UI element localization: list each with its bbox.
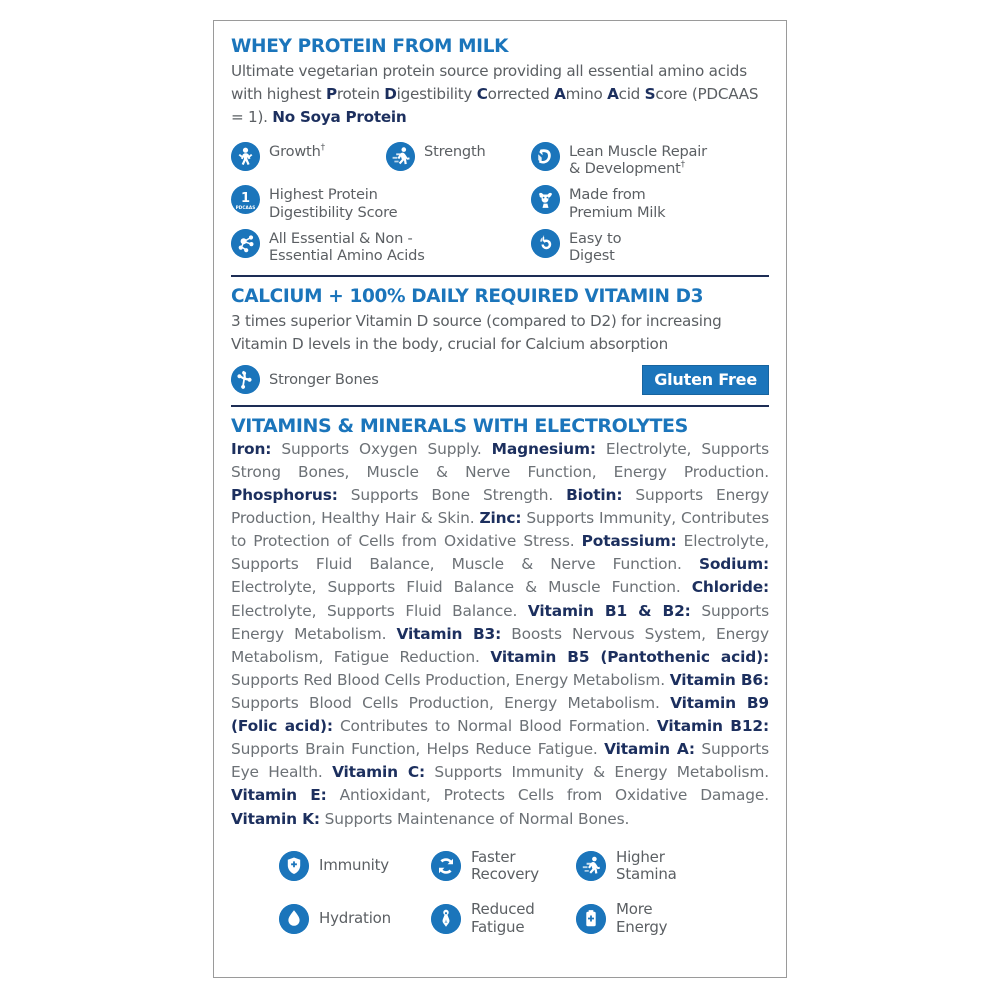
reduced-fatigue-icon xyxy=(431,904,461,934)
amino-line2: Essential Amino Acids xyxy=(269,247,425,265)
nutrient-name: Vitamin B6: xyxy=(669,670,769,689)
pdcaas-line1: Highest Protein xyxy=(269,186,378,204)
vitamins-paragraph xyxy=(231,438,769,831)
nutrient-description: Supports Bone Strength. xyxy=(337,485,567,504)
nutrient-description: Supports Immunity, Contributes to Protection of Cells from Oxidative Stress. xyxy=(231,509,769,551)
section-divider-2 xyxy=(231,405,769,407)
whey-rest-digest: igestibility xyxy=(396,84,477,103)
whey-protein-section xyxy=(231,35,769,265)
benefit-more-energy xyxy=(576,901,769,936)
nutrient-description: Supports Brain Function, Helps Reduce Fatigue. xyxy=(231,740,605,759)
nutrient-description: Supports Blood Cells Production, Energy Metabolism. xyxy=(231,693,671,712)
immunity-line1: Immunity xyxy=(319,856,389,875)
pdcaas-text: PDCAAS xyxy=(235,205,256,211)
whey-rest-protein: rotein xyxy=(336,84,385,103)
whey-bold-s: S xyxy=(644,84,656,103)
whey-feature-row xyxy=(231,229,769,265)
nutrient-description: Supports Energy Production, Healthy Hair & Skin. xyxy=(231,485,769,528)
calcium-bottom-row xyxy=(231,365,769,395)
muscle-arm-icon xyxy=(531,142,560,171)
nutrient-name: Sodium: xyxy=(698,555,769,574)
nutrient-name: Iron: xyxy=(231,439,272,458)
recovery-line2: Recovery xyxy=(471,865,539,884)
energy-line2: Energy xyxy=(616,917,668,936)
fatigue-line1: Reduced xyxy=(471,900,535,919)
battery-energy-icon xyxy=(576,904,606,934)
nutrient-description: Supports Maintenance of Normal Bones. xyxy=(319,809,630,828)
nutrient-name: Vitamin E: xyxy=(231,786,327,805)
whey-rest-score: core xyxy=(655,84,688,103)
whey-rest-amino: mino xyxy=(565,84,608,103)
stamina-line2: Stamina xyxy=(616,865,677,884)
nutrient-name: Vitamin B12: xyxy=(656,717,769,736)
nutrient-description: Antioxidant, Protects Cells from Oxidative Damage. xyxy=(326,786,769,805)
feature-pdcaas xyxy=(231,185,531,221)
benefits-grid xyxy=(231,849,769,937)
whey-bold-p: P xyxy=(325,84,337,103)
feature-strength-label: Strength xyxy=(424,142,486,160)
feature-growth xyxy=(231,142,386,171)
recovery-line1: Faster xyxy=(471,847,516,866)
pdcaas-number: 1 xyxy=(240,191,251,207)
nutrient-description: Contributes to Normal Blood Formation. xyxy=(332,717,657,736)
digest-line2: Digest xyxy=(569,247,615,265)
recovery-arrows-icon xyxy=(431,851,461,881)
vitamins-section xyxy=(231,415,769,936)
nutrient-name: Vitamin B1 & B2: xyxy=(527,601,691,620)
nutrient-name: Phosphorus: xyxy=(231,485,338,504)
nutrient-name: Zinc: xyxy=(479,509,522,528)
benefits-row xyxy=(279,849,769,884)
vitamins-heading: VITAMINS & MINERALS WITH ELECTROLYTES xyxy=(231,414,688,437)
whey-bold-a2: A xyxy=(607,84,619,103)
benefit-reduced-fatigue-label xyxy=(471,901,535,936)
benefit-higher-stamina-label xyxy=(616,849,677,884)
benefit-hydration xyxy=(279,904,431,934)
calcium-heading: CALCIUM + 100% DAILY REQUIRED VITAMIN D3 xyxy=(231,285,704,307)
growth-icon xyxy=(231,142,260,171)
nutrient-name: Magnesium: xyxy=(491,439,596,458)
shield-immunity-icon xyxy=(279,851,309,881)
whey-bold-c: C xyxy=(476,84,488,103)
growth-dagger: † xyxy=(320,142,325,153)
whey-rest-corrected: orrected xyxy=(487,84,555,103)
product-info-card xyxy=(213,20,787,978)
nutrient-description: Supports Energy Metabolism. xyxy=(231,601,770,643)
stomach-digest-icon xyxy=(531,229,560,258)
amino-line1: All Essential & Non - xyxy=(269,229,413,247)
whey-bold-d: D xyxy=(384,84,397,103)
whey-bold-a1: A xyxy=(554,84,566,103)
feature-pdcaas-label xyxy=(269,185,397,221)
benefit-more-energy-label xyxy=(616,901,667,936)
nutrient-name: Vitamin A: xyxy=(604,740,695,759)
benefit-reduced-fatigue xyxy=(431,901,576,936)
lean-dagger: † xyxy=(680,160,685,171)
section-divider-1 xyxy=(231,275,769,277)
lean-line1: Lean Muscle Repair xyxy=(569,142,707,160)
whey-desc-part1: Ultimate vegetarian protein source providing all essential amino acids with highest xyxy=(231,62,747,103)
nutrient-description: Supports Red Blood Cells Production, Energy Metabolism. xyxy=(231,670,670,689)
benefit-immunity xyxy=(279,851,431,881)
feature-lean-muscle xyxy=(531,142,769,178)
nutrient-description: Supports Eye Health. xyxy=(231,740,769,782)
nutrient-name: Potassium: xyxy=(581,532,677,551)
nutrient-description: Electrolyte, Supports Fluid Balance. xyxy=(231,601,528,620)
whey-no-soya: No Soya Protein xyxy=(272,107,407,126)
benefits-row xyxy=(279,901,769,936)
gluten-free-badge: Gluten Free xyxy=(642,365,769,395)
nutrient-description: Electrolyte, Supports Strong Bones, Muscle & Nerve Function, Energy Production. xyxy=(231,439,769,481)
whey-feature-grid xyxy=(231,142,769,265)
pdcaas-line2: Digestibility Score xyxy=(269,203,398,221)
whey-rest-acid: cid xyxy=(618,84,645,103)
nutrient-name: Vitamin B5 (Pantothenic acid): xyxy=(490,647,770,666)
calcium-section xyxy=(231,285,769,395)
benefit-hydration-label xyxy=(319,910,391,927)
feature-easy-digest-label xyxy=(569,229,621,265)
nutrient-description: Supports Oxygen Supply. xyxy=(271,439,492,458)
nutrient-name: Biotin: xyxy=(566,485,623,504)
cow-milk-icon xyxy=(531,185,560,214)
benefit-higher-stamina xyxy=(576,849,769,884)
whey-pdcaas-note: (PDCAAS = 1). xyxy=(231,84,759,126)
hydration-line1: Hydration xyxy=(319,909,391,928)
stronger-bones-label: Stronger Bones xyxy=(269,370,379,388)
feature-amino-acids-label xyxy=(269,229,425,265)
benefit-faster-recovery xyxy=(431,849,576,884)
benefit-faster-recovery-label xyxy=(471,849,539,884)
nutrient-name: Vitamin C: xyxy=(332,763,425,782)
whey-feature-row xyxy=(231,185,769,221)
pdcaas-score-icon xyxy=(231,185,260,214)
whey-heading: WHEY PROTEIN FROM MILK xyxy=(231,36,509,57)
nutrient-name: Vitamin B3: xyxy=(396,624,502,643)
nutrient-name: Vitamin B9 (Folic acid): xyxy=(231,693,769,736)
whey-description xyxy=(231,60,769,128)
nutrient-name: Vitamin K: xyxy=(231,809,320,828)
feature-strength xyxy=(386,142,531,171)
whey-feature-row xyxy=(231,142,769,178)
runner-stamina-icon xyxy=(576,851,606,881)
nutrient-description: Boosts Nervous System, Energy Metabolism, Fatigue Reduction. xyxy=(231,624,770,666)
nutrient-name: Chloride: xyxy=(691,578,769,597)
calcium-description: 3 times superior Vitamin D source (compared to D2) for increasing Vitamin D levels in the body, crucial for Calcium absorption xyxy=(231,311,722,353)
benefit-immunity-label xyxy=(319,857,389,874)
feature-lean-muscle-label xyxy=(569,142,707,178)
milk-line1: Made from xyxy=(569,186,646,204)
digest-line1: Easy to xyxy=(569,229,622,247)
feature-easy-digest xyxy=(531,229,769,265)
growth-text: Growth xyxy=(269,142,321,160)
stamina-line1: Higher xyxy=(616,847,665,866)
feature-growth-label xyxy=(269,142,325,160)
lean-line2: & Development xyxy=(569,159,681,177)
fatigue-line2: Fatigue xyxy=(471,917,525,936)
feature-amino-acids xyxy=(231,229,531,265)
milk-line2: Premium Milk xyxy=(569,203,666,221)
strength-running-icon xyxy=(386,142,415,171)
nutrient-description: Electrolyte, Supports Fluid Balance, Muscle & Nerve Function. xyxy=(231,532,770,574)
nutrient-description: Supports Immunity & Energy Metabolism. xyxy=(424,763,769,782)
water-drop-icon xyxy=(279,904,309,934)
feature-premium-milk-label xyxy=(569,185,665,221)
bone-joint-icon xyxy=(231,365,260,394)
amino-molecule-icon xyxy=(231,229,260,258)
feature-premium-milk xyxy=(531,185,769,221)
nutrient-description: Electrolyte, Supports Fluid Balance & Muscle Function. xyxy=(231,578,692,597)
energy-line1: More xyxy=(616,900,653,919)
feature-stronger-bones xyxy=(231,365,379,394)
